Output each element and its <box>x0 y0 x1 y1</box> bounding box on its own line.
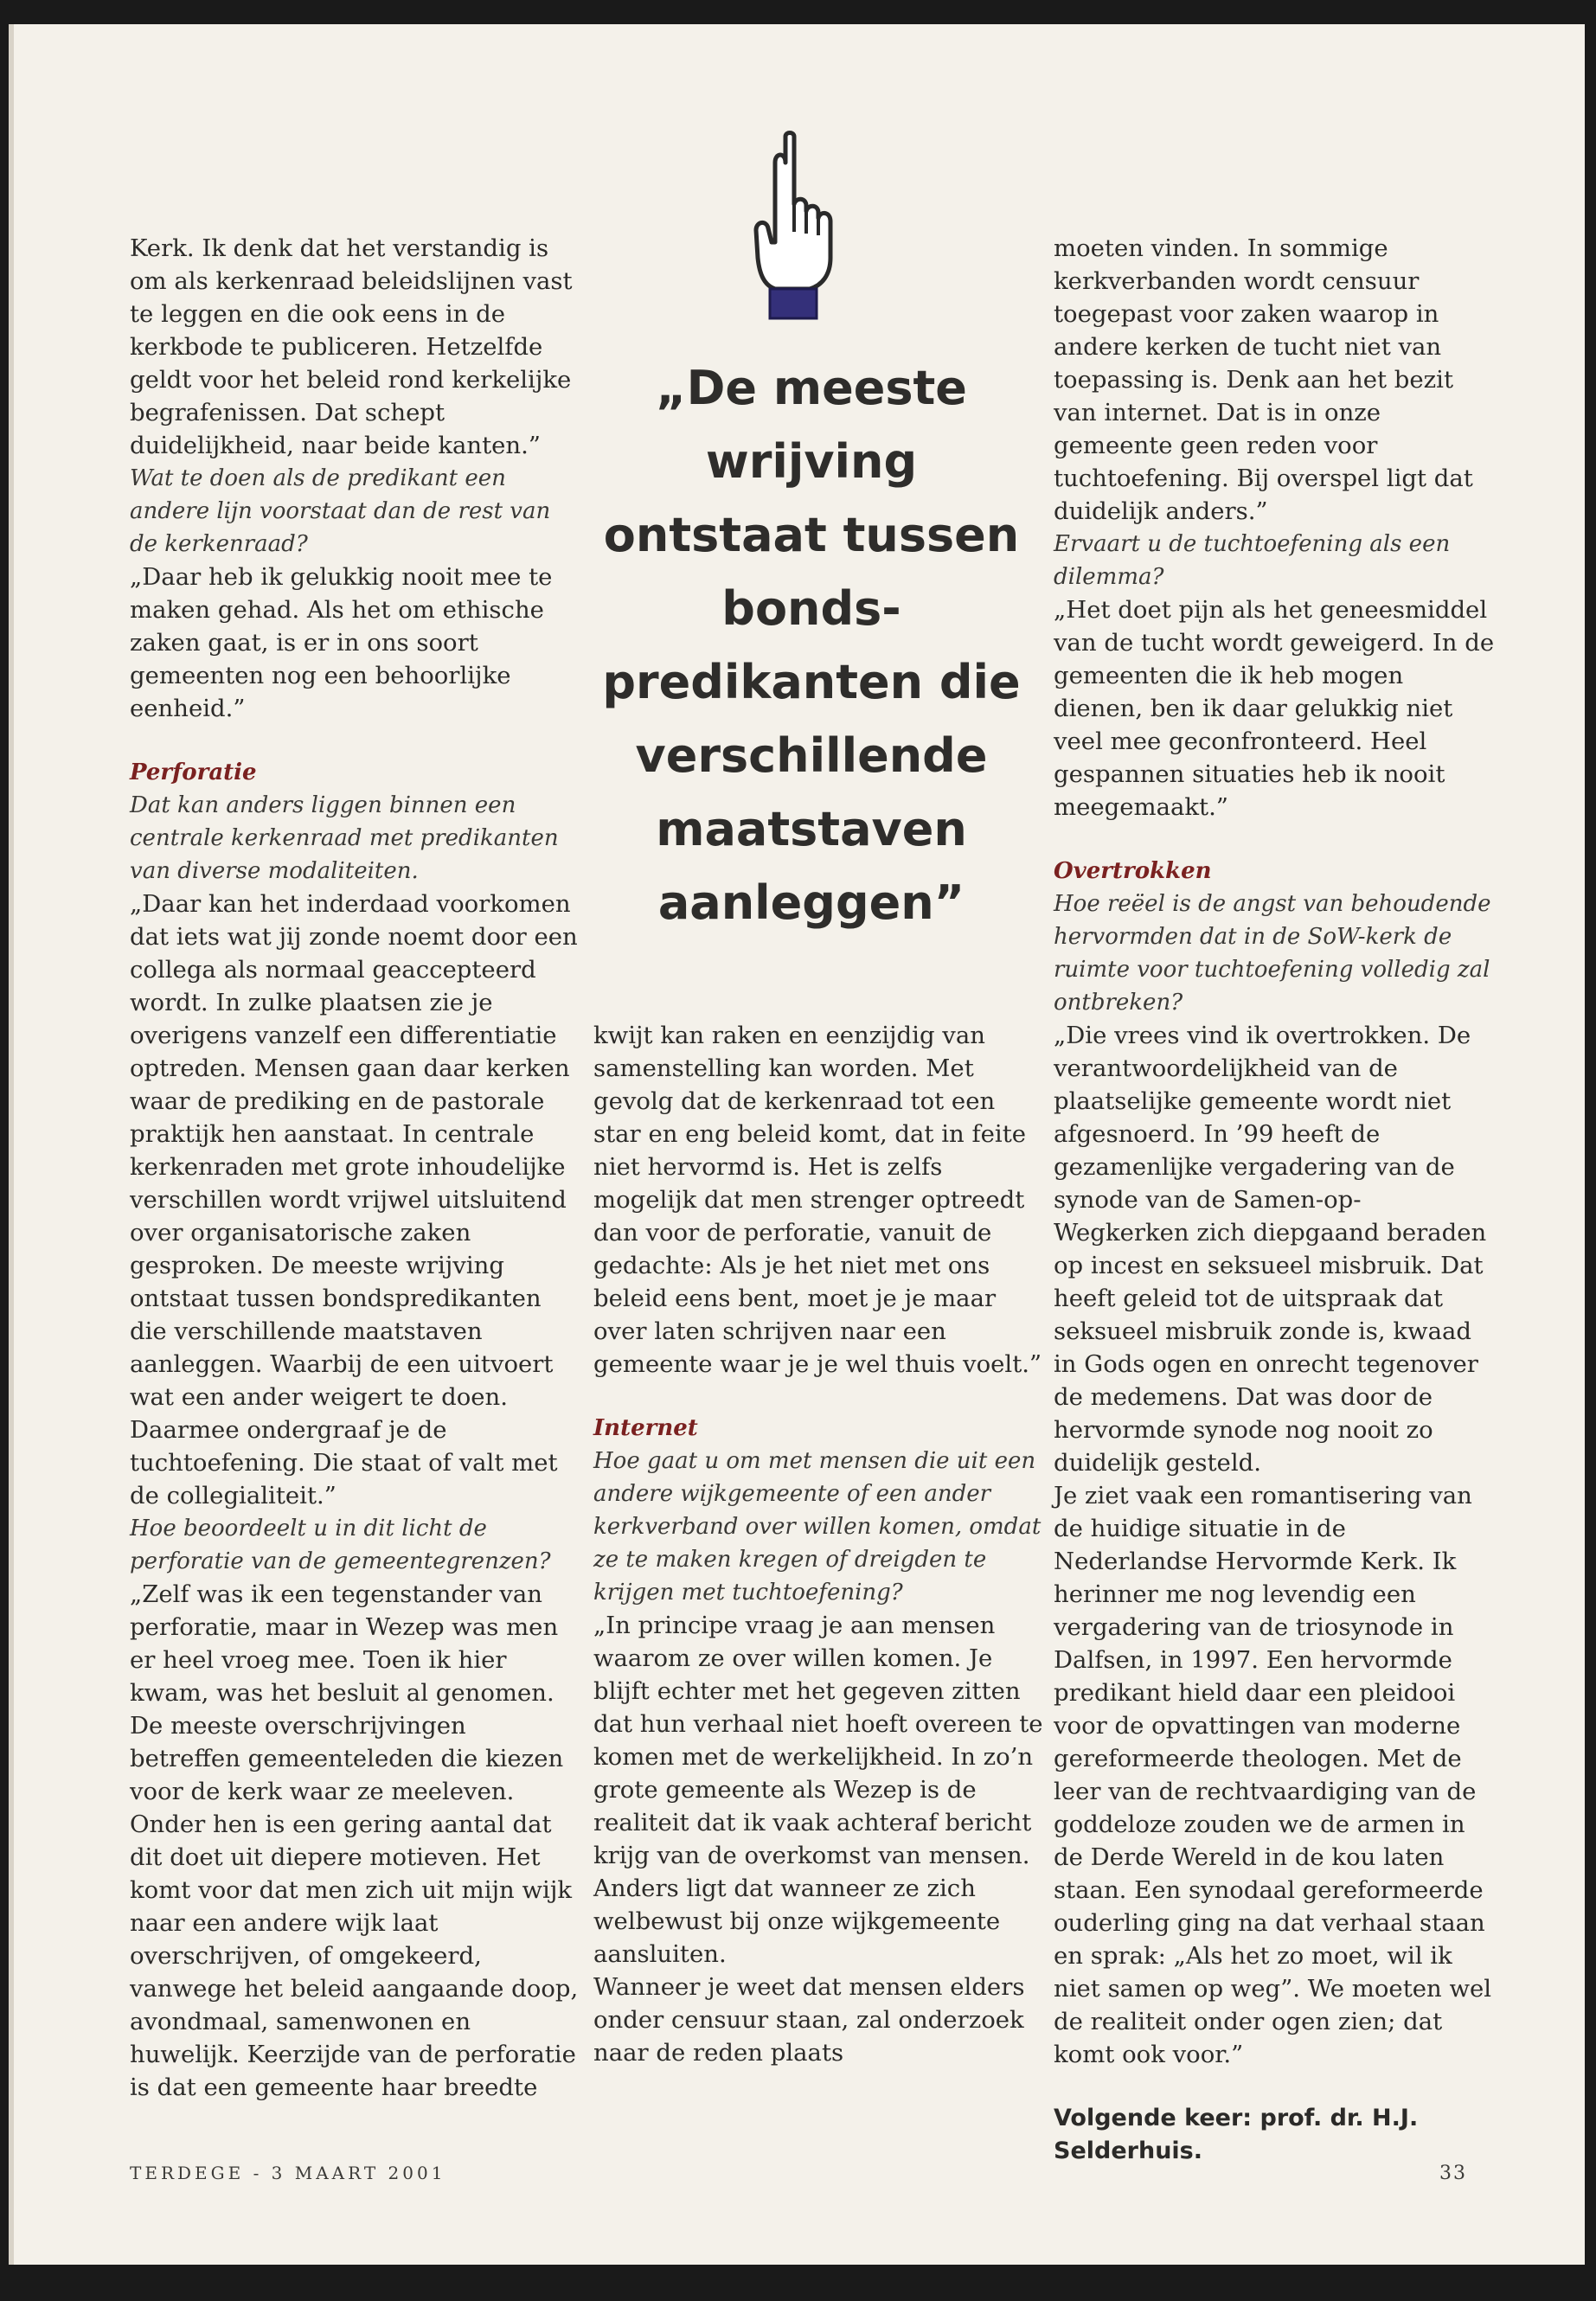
magazine-page <box>9 24 1585 2265</box>
left-paragraph-3: „Daar kan het inderdaad voorkomen dat iets wat jij zonde noemt door een collega als normaal geaccepteerd wordt. In zulke plaatsen zie je overigens vanzelf een differentiatie optreden. Mensen gaan daar kerken waar de prediking en de pastorale praktijk hen aanstaat. In centrale kerkenraden met grote inhoudelijke verschillen wordt vrijwel uitsluitend over organisatorische zaken gesproken. De meeste wrijving ontstaat tussen bondspredikanten die verschillende maatstaven aanleggen. Waarbij de een uitvoert wat een ander weigert te doen. Daarmee ondergraaf je de tuchtoefening. Die staat of valt met de collegialiteit.” <box>130 890 578 1509</box>
right-paragraph-1: moeten vinden. In sommige kerkverbanden wordt censuur toegepast voor zaken waarop in andere kerken de tucht niet van toepassing is. Denk aan het bezit van internet. Dat is in onze gemeente geen reden voor tuchtoefening. Bij overspel ligt dat duidelijk anders.” <box>1054 234 1473 525</box>
right-paragraph-2: „Het doet pijn als het geneesmiddel van de tucht wordt geweigerd. In de gemeenten die ik heb mogen dienen, ben ik daar gelukkig niet veel mee geconfronteerd. Heel gespannen situaties heb ik nooit meegemaakt.” <box>1054 596 1495 821</box>
middle-paragraph-1: kwijt kan raken en eenzijdig van samenstelling kan worden. Met gevolg dat de kerkenraad tot een star en eng beleid komt, dat in feite niet hervormd is. Het is zelfs mogelijk dat men strenger optreedt dan voor de perforatie, vanuit de gedachte: Als je het niet met ons beleid eens bent, moet je je maar over laten schrijven naar een gemeente waar je je wel thuis voelt.” <box>593 1022 1042 1378</box>
right-column <box>1054 232 1495 2168</box>
left-question-3: Hoe beoordeelt u in dit licht de perforatie van de gemeentegrenzen? <box>130 1516 551 1574</box>
right-paragraph-4: Je ziet vaak een romantisering van de huidige situatie in de Nederlandse Hervormde Kerk. Ik herinner me nog levendig een vergadering van de triosynode in Dalfsen, in 1997. Een hervormde predikant hield daar een pleidooi voor de opvattingen van moderne gereformeerde theologen. Met de leer van de rechtvaardiging van de goddeloze zouden we de armen in de Derde Wereld in de kou laten staan. Een synodaal gereformeerde ouderling ging na dat verhaal staan en sprak: „Als het zo moet, wil ik niet samen op weg”. We moeten wel de realiteit onder ogen zien; dat komt ook voor.” <box>1054 1482 1492 2068</box>
page-edge-shadow <box>9 24 14 2265</box>
subheading-perforatie: Perforatie <box>130 760 257 785</box>
subheading-internet: Internet <box>593 1415 698 1441</box>
left-paragraph-2: „Daar heb ik gelukkig nooit mee te maken gehad. Als het om ethische zaken gaat, is er in ons soort gemeenten nog een behoorlijke eenheid.” <box>130 563 553 722</box>
pointing-hand-icon <box>740 128 848 320</box>
left-paragraph-4: „Zelf was ik een tegenstander van perforatie, maar in Wezep was men er heel vroeg mee. Toen ik hier kwam, was het besluit al genomen. De meeste overschrijvingen betreffen gemeenteleden die kiezen voor de kerk waar ze meeleven. Onder hen is een gering aantal dat dit doet uit diepere motieven. Het komt voor dat men zich uit mijn wijk naar een andere wijk laat overschrijven, of omgekeerd, vanwege het beleid aangaande doop, avondmaal, samenwonen en huwelijk. Keerzijde van de perforatie is dat een gemeente haar breedte <box>130 1580 579 2101</box>
right-question-2: Hoe reëel is de angst van behoudende hervormden dat in de SoW-kerk de ruimte voor tuchtoefening volledig zal ontbreken? <box>1054 891 1491 1016</box>
page-number: 33 <box>1439 2163 1467 2184</box>
left-question-1: Wat te doen als de predikant een andere lijn voorstaat dan de rest van de kerkenraad? <box>130 465 551 557</box>
next-issue-note: Volgende keer: prof. dr. H.J. Selderhuis. <box>1054 2105 1419 2164</box>
left-column <box>130 232 580 2104</box>
right-question-1: Ervaart u de tuchtoefening als een dilemma? <box>1054 531 1451 590</box>
footer-publication: TERDEGE - 3 MAART 2001 <box>130 2163 446 2183</box>
middle-paragraph-3: Wanneer je weet dat mensen elders onder censuur staan, zal onderzoek naar de reden plaats <box>593 1973 1025 2067</box>
middle-column <box>593 1019 1043 2069</box>
pull-quote: „De meeste wrijving ontstaat tussen bonds-predikanten die verschillende maatstaven aanleggen” <box>602 361 1021 930</box>
middle-question-1: Hoe gaat u om met mensen die uit een andere wijkgemeente of een ander kerkverband over willen komen, omdat ze te maken kregen of dreigden te krijgen met tuchtoefening? <box>593 1448 1042 1606</box>
right-paragraph-3: „Die vrees vind ik overtrokken. De verantwoordelijkheid van de plaatselijke gemeente wordt niet afgesnoerd. In ’99 heeft de gezamenlijke vergadering van de synode van de Samen-op-Wegkerken zich diepgaand beraden op incest en seksueel misbruik. Dat heeft geleid tot de uitspraak dat seksueel misbruik zonde is, kwaad in Gods ogen en onrecht tegenover de medemens. Dat was door de hervormde synode nog nooit zo duidelijk gesteld. <box>1054 1022 1487 1477</box>
left-paragraph-1: Kerk. Ik denk dat het verstandig is om als kerkenraad beleidslijnen vast te leggen en die ook eens in de kerkbode te publiceren. Hetzelfde geldt voor het beleid rond kerkelijke begrafenissen. Dat schept duidelijkheid, naar beide kanten.” <box>130 234 573 459</box>
middle-paragraph-2: „In principe vraag je aan mensen waarom ze over willen komen. Je blijft echter met het gegeven zitten dat hun verhaal niet hoeft overeen te komen met de werkelijkheid. In zo’n grote gemeente als Wezep is de realiteit dat ik vaak achteraf bericht krijg van de overkomst van mensen. Anders ligt dat wanneer ze zich welbewust bij onze wijkgemeente aansluiten. <box>593 1612 1043 1968</box>
subheading-overtrokken: Overtrokken <box>1054 858 1212 884</box>
left-question-2: Dat kan anders liggen binnen een centrale kerkenraad met predikanten van diverse modaliteiten. <box>130 792 559 884</box>
